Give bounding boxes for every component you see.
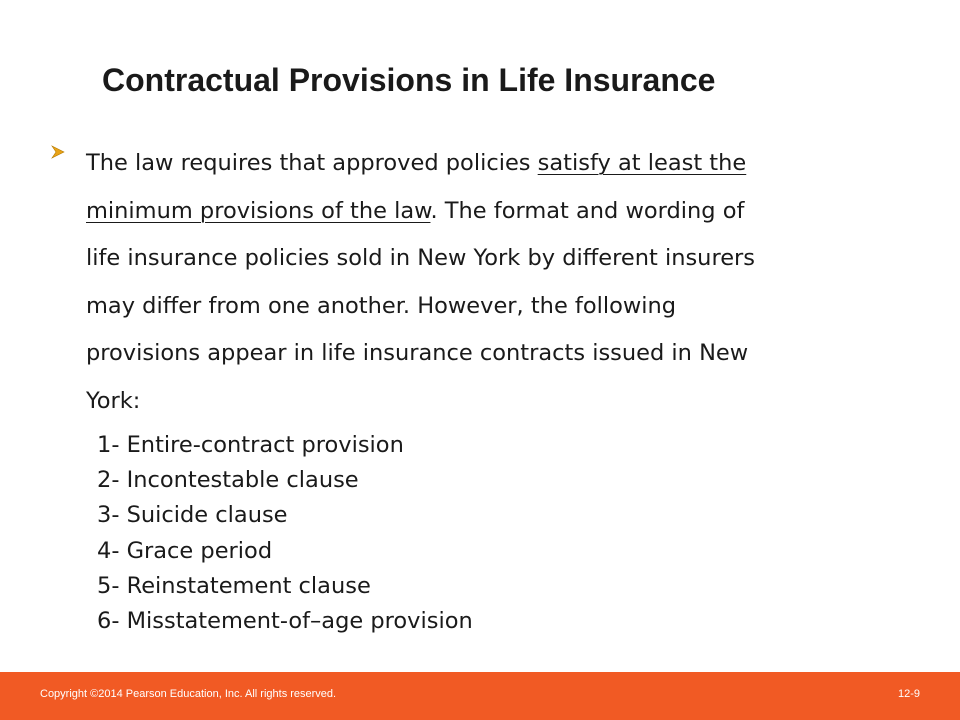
paragraph-line-4: may differ from one another. However, the following [86,292,677,319]
list-item: 3- Suicide clause [97,502,288,529]
list-item: 1- Entire-contract provision [97,432,404,458]
paragraph-line-2 [86,188,900,236]
footer-copyright: Copyright ©2014 Pearson Education, Inc. All rights reserved. [40,688,337,700]
paragraph-text: The law requires that approved policies [86,150,538,176]
provisions-list [97,428,473,639]
slide-title: Contractual Provisions in Life Insurance [102,62,716,98]
list-item: 6- Misstatement-of–age provision [97,608,473,635]
bullet-block [50,140,900,425]
underlined-text: satisfy at least the [537,150,747,176]
paragraph-line-6: York: [86,387,141,414]
list-item: 2- Incontestable clause [97,467,359,494]
arrow-bullet-icon [50,144,66,160]
paragraph-line-3: life insurance policies sold in New York by different insurers [86,245,756,271]
paragraph-text: . The format and wording of [430,197,745,224]
list-item: 4- Grace period [97,537,273,564]
paragraph-line-5: provisions appear in life insurance contracts issued in New [86,340,749,366]
paragraph-line-1 [86,140,900,188]
bullet-paragraph [86,140,900,425]
footer-bar [0,672,960,720]
underlined-text: minimum provisions of the law [86,197,431,224]
list-item: 5- Reinstatement clause [97,572,371,599]
page-number: 12-9 [897,688,920,700]
